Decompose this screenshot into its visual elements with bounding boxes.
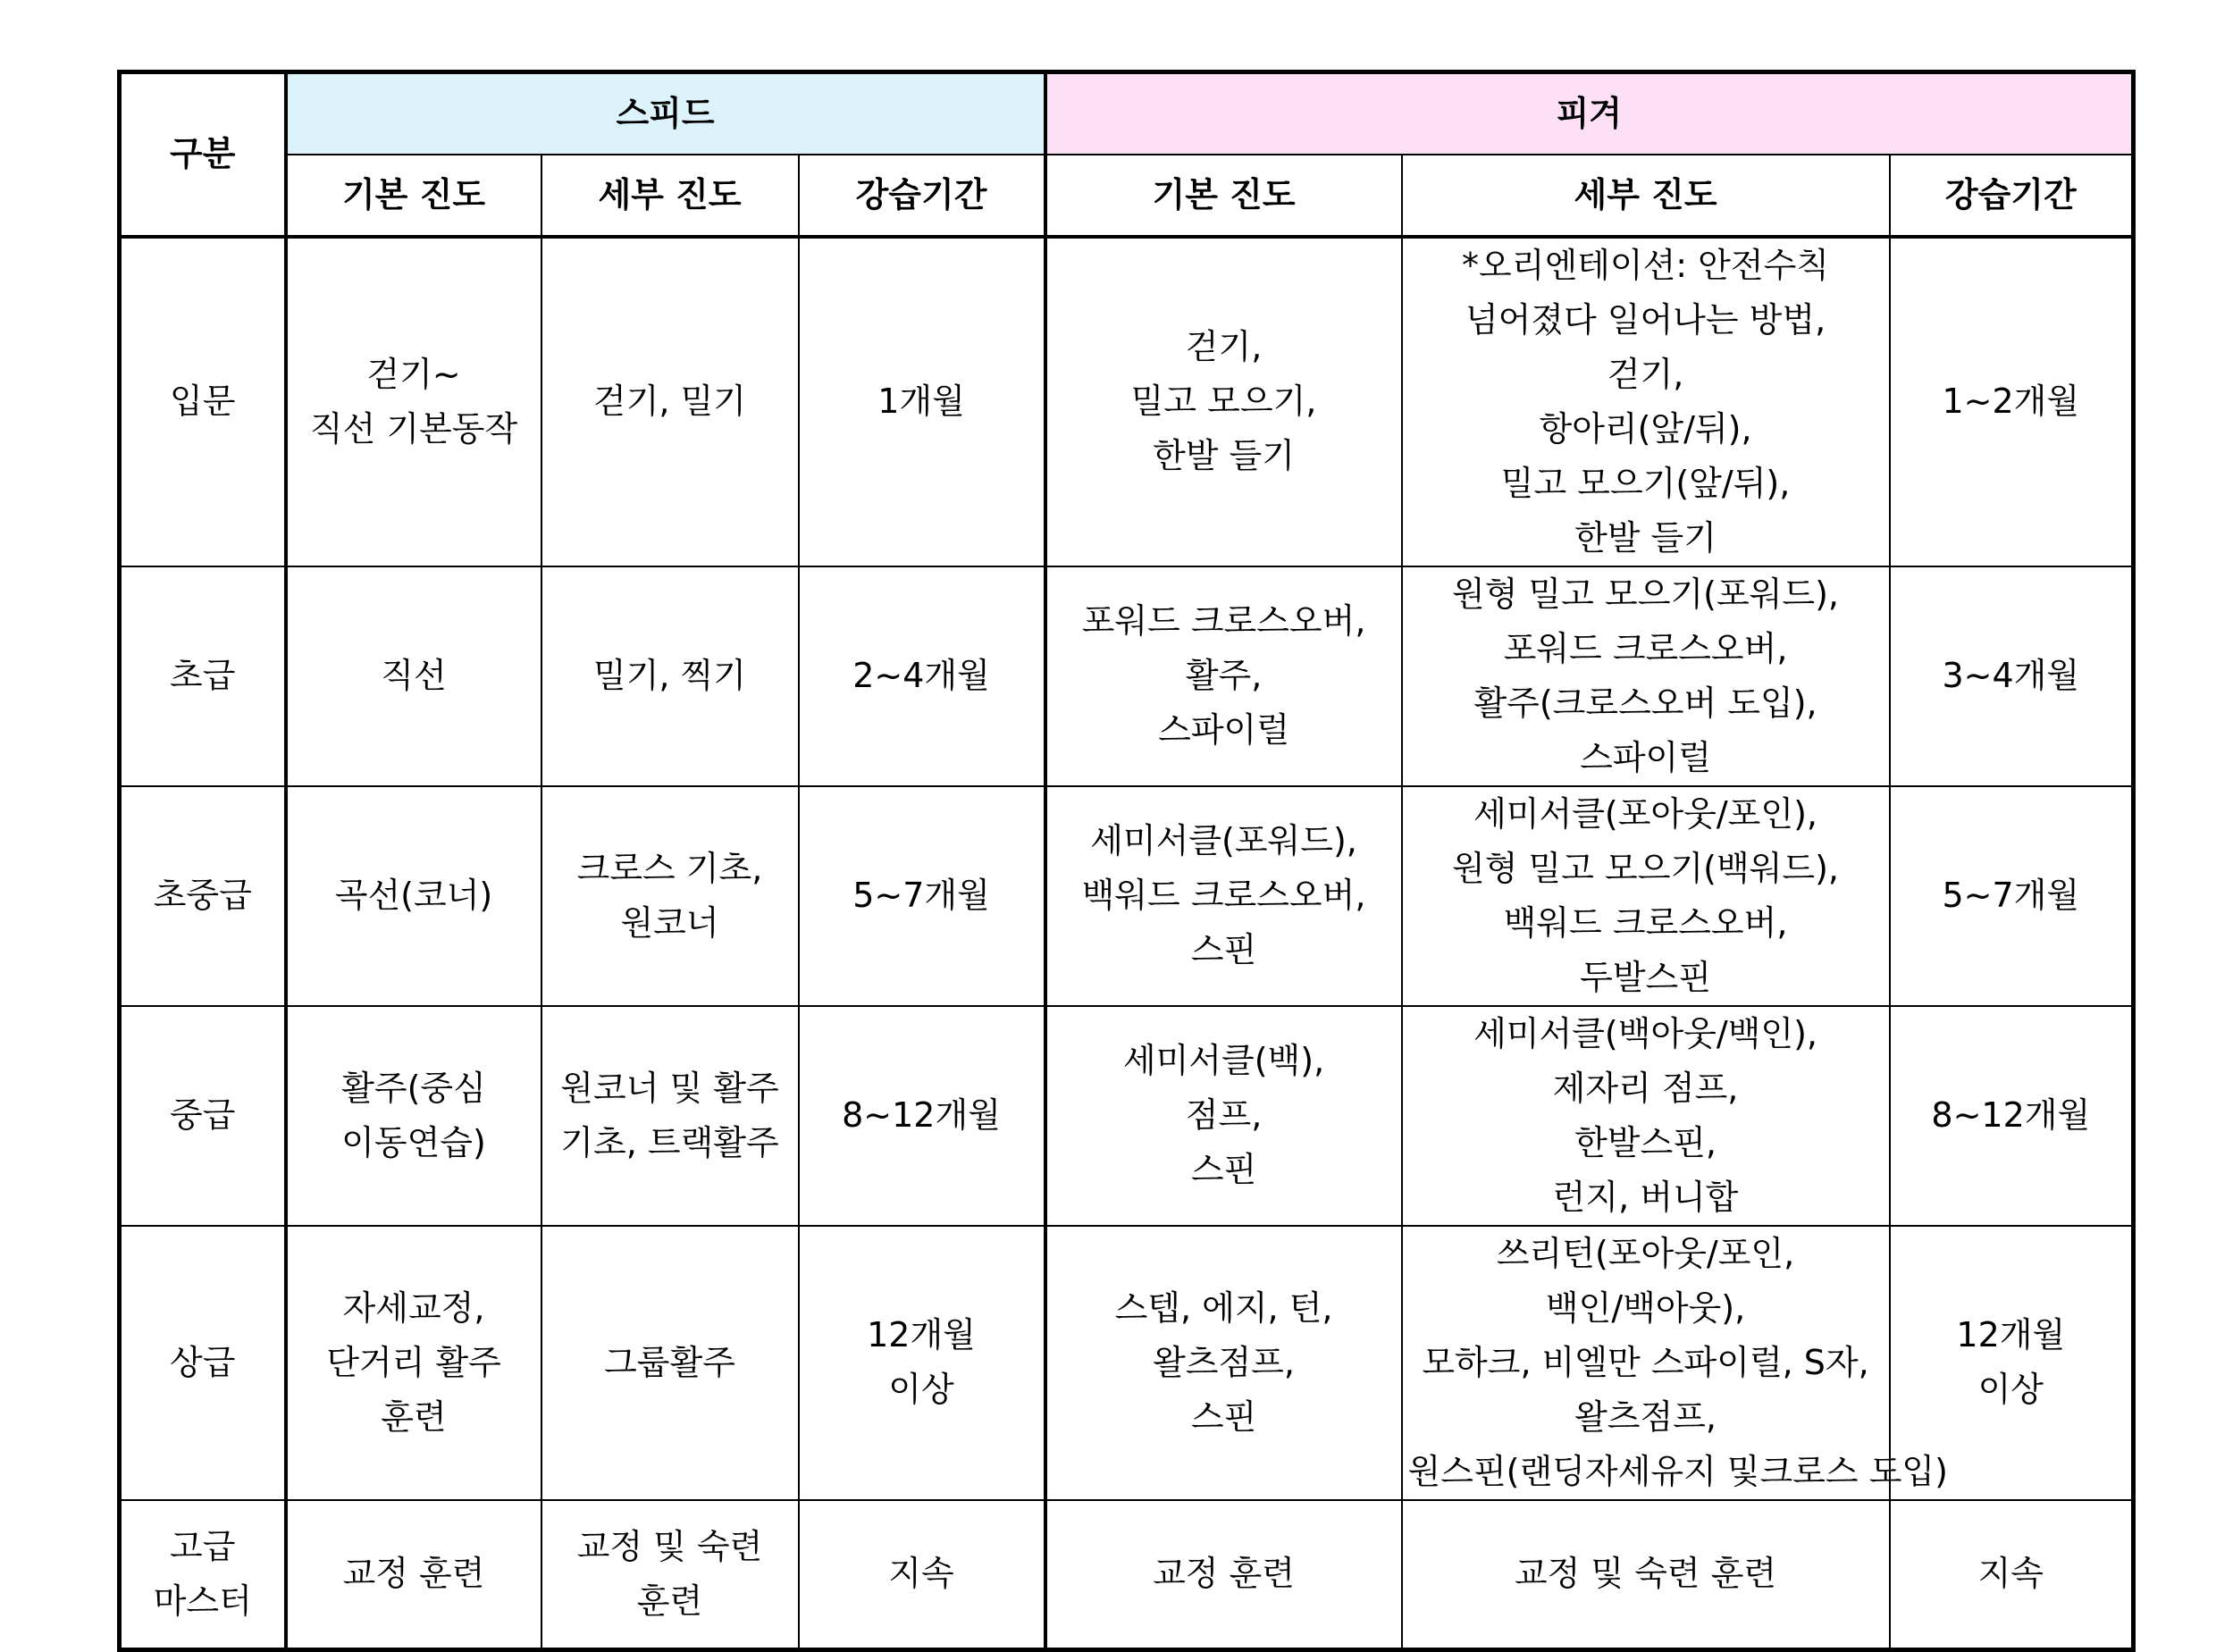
figure-basic-cell (1045, 1226, 1402, 1500)
level-cell (120, 786, 286, 1006)
figure-period-cell (1890, 1006, 2134, 1226)
cell-line: 활주(크로스오버 도입), (1473, 683, 1817, 723)
speed-period-cell (799, 566, 1045, 786)
cell-line: 걷기, 밀기 (593, 382, 746, 421)
category-header: 구분 (120, 72, 286, 237)
cell-line: 스파이럴 (1158, 710, 1289, 750)
cell-line: 이상 (888, 1370, 954, 1409)
cell-line: 훈련 (636, 1581, 703, 1621)
speed-header: 스피드 (286, 72, 1045, 155)
cell-line: 이동연습) (341, 1122, 486, 1162)
cell-line: 이상 (1977, 1370, 2044, 1409)
speed-period-cell (799, 1226, 1045, 1500)
speed-detail-cell (541, 566, 799, 786)
speed-basic-cell (286, 1006, 541, 1226)
speed-detail-cell (541, 786, 799, 1006)
cell-line: 원스핀(랜딩자세유지 및크로스 도입) (1407, 1451, 1948, 1491)
speed-detail-cell (541, 1500, 799, 1650)
speed-basic-cell (286, 237, 541, 566)
speed-basic-cell (286, 566, 541, 786)
cell-line: 원형 밀고 모으기(포워드), (1452, 574, 1840, 614)
cell-line: 두발스핀 (1580, 957, 1711, 997)
cell-line: 교정 훈련 (342, 1554, 485, 1594)
cell-line: 세미서클(포워드), (1090, 821, 1357, 860)
cell-line: 스핀 (1190, 1396, 1257, 1437)
cell-line: 크로스 기초, (576, 848, 763, 888)
speed-col-period: 강습기간 (799, 155, 1045, 237)
cell-line: 백워드 크로스오버, (1081, 876, 1366, 915)
cell-line: 마스터 (153, 1581, 252, 1621)
cell-line: 8~12개월 (1931, 1095, 2091, 1135)
cell-line: 한발 들기 (1153, 436, 1295, 475)
cell-line: 스파이럴 (1580, 737, 1711, 777)
cell-line: 12개월 (867, 1315, 976, 1354)
table-row (120, 786, 2134, 1006)
cell-line: 입문 (170, 382, 236, 421)
figure-col-basic: 기본 진도 (1045, 155, 1402, 237)
cell-line: 중급 (170, 1095, 236, 1135)
figure-detail-cell (1402, 1500, 1890, 1650)
figure-detail-cell (1402, 1226, 1948, 1500)
table-row (120, 237, 2134, 566)
speed-period-cell (799, 237, 1045, 566)
cell-line: 모하크, 비엘만 스파이럴, S자, (1422, 1342, 1869, 1382)
cell-line: 교정 및 숙련 훈련 (1514, 1554, 1777, 1594)
table-body (120, 237, 2134, 1650)
cell-line: 점프, (1185, 1095, 1263, 1135)
level-cell (120, 1500, 286, 1650)
cell-line: 활주, (1185, 656, 1263, 695)
figure-col-detail: 세부 진도 (1402, 155, 1890, 237)
cell-line: 기초, 트랙활주 (560, 1122, 779, 1162)
cell-line: 곡선(코너) (334, 876, 493, 915)
cell-line: 훈련 (381, 1396, 447, 1437)
cell-line: 3~4개월 (1942, 656, 2080, 695)
cell-line: 밀기, 찍기 (593, 656, 746, 695)
table-row (120, 1006, 2134, 1226)
cell-line: 원코너 및 활주 (560, 1068, 779, 1108)
cell-line: 세미서클(포아웃/포인), (1473, 793, 1817, 834)
cell-line: 왈츠점프, (1153, 1342, 1295, 1382)
figure-period-cell (1890, 237, 2134, 566)
speed-basic-cell (286, 1226, 541, 1500)
speed-period-cell (799, 786, 1045, 1006)
cell-line: 스핀 (1190, 930, 1257, 969)
cell-line: 단거리 활주 (326, 1342, 501, 1382)
level-cell (120, 566, 286, 786)
cell-line: 1~2개월 (1942, 382, 2080, 421)
cell-line: 스핀 (1190, 1150, 1257, 1189)
cell-line: 밀고 모으기, (1130, 382, 1317, 421)
cell-line: 원형 밀고 모으기(백워드), (1452, 848, 1840, 888)
cell-line: 걷기, (1607, 354, 1684, 394)
cell-line: 한발 들기 (1574, 517, 1717, 558)
cell-line: 세미서클(백아웃/백인), (1473, 1013, 1817, 1053)
cell-line: 상급 (170, 1342, 236, 1382)
cell-line: 쓰리턴(포아웃/포인, (1496, 1233, 1795, 1273)
cell-line: 왈츠점프, (1574, 1396, 1717, 1437)
cell-line: 8~12개월 (842, 1095, 1001, 1135)
table-row (120, 1226, 2134, 1500)
figure-period-cell (1890, 1500, 2134, 1650)
cell-line: *오리엔테이션: 안전수칙 (1462, 245, 1830, 285)
cell-line: 제자리 점프, (1552, 1068, 1739, 1108)
speed-detail-cell (541, 237, 799, 566)
figure-period-cell (1890, 566, 2134, 786)
speed-detail-cell (541, 1006, 799, 1226)
cell-line: 지속 (1977, 1554, 2044, 1594)
cell-line: 원코너 (620, 902, 719, 943)
cell-line: 한발스핀, (1574, 1122, 1717, 1162)
cell-line: 포워드 크로스오버, (1503, 628, 1788, 668)
cell-line: 항아리(앞/뒤), (1539, 408, 1752, 449)
cell-line: 백워드 크로스오버, (1503, 902, 1788, 943)
cell-line: 1개월 (877, 382, 965, 421)
speed-col-basic: 기본 진도 (286, 155, 541, 237)
cell-line: 5~7개월 (1942, 876, 2080, 915)
figure-period-cell (1890, 786, 2134, 1006)
cell-line: 포워드 크로스오버, (1081, 601, 1366, 641)
cell-line: 교정 훈련 (1153, 1554, 1295, 1594)
cell-line: 2~4개월 (852, 656, 990, 695)
level-cell (120, 237, 286, 566)
figure-col-period: 강습기간 (1890, 155, 2134, 237)
cell-line: 12개월 (1956, 1315, 2066, 1354)
cell-line: 세미서클(백), (1122, 1041, 1325, 1080)
cell-line: 자세교정, (342, 1287, 485, 1328)
figure-basic-cell (1045, 237, 1402, 566)
figure-detail-cell (1402, 786, 1890, 1006)
cell-line: 초급 (170, 656, 236, 695)
speed-detail-cell (541, 1226, 799, 1500)
level-cell (120, 1226, 286, 1500)
cell-line: 걷기~ (366, 354, 461, 394)
figure-basic-cell (1045, 786, 1402, 1006)
cell-line: 걷기, (1185, 327, 1263, 366)
level-cell (120, 1006, 286, 1226)
figure-detail-cell (1402, 237, 1890, 566)
cell-line: 활주(중심 (341, 1068, 486, 1108)
table-row (120, 1500, 2134, 1650)
cell-line: 지속 (888, 1554, 954, 1594)
cell-line: 백인/백아웃), (1545, 1287, 1746, 1328)
speed-basic-cell (286, 1500, 541, 1650)
speed-period-cell (799, 1500, 1045, 1650)
cell-line: 교정 및 숙련 (576, 1526, 763, 1566)
figure-detail-cell (1402, 566, 1890, 786)
figure-basic-cell (1045, 566, 1402, 786)
figure-detail-cell (1402, 1006, 1890, 1226)
cell-line: 넘어졌다 일어나는 방법, (1465, 299, 1826, 340)
cell-line: 5~7개월 (852, 876, 990, 915)
cell-line: 고급 (170, 1526, 236, 1566)
figure-basic-cell (1045, 1500, 1402, 1650)
cell-line: 직선 기본동작 (309, 408, 518, 449)
cell-line: 직선 (381, 656, 447, 695)
speed-col-detail: 세부 진도 (541, 155, 799, 237)
cell-line: 런지, 버니합 (1552, 1177, 1739, 1217)
cell-line: 초중급 (153, 876, 252, 915)
curriculum-table (117, 70, 2136, 1652)
table-row (120, 566, 2134, 786)
speed-basic-cell (286, 786, 541, 1006)
figure-basic-cell (1045, 1006, 1402, 1226)
cell-line: 밀고 모으기(앞/뒤), (1500, 463, 1791, 503)
cell-line: 그룹활주 (604, 1342, 735, 1382)
figure-header: 피겨 (1045, 72, 2134, 155)
speed-period-cell (799, 1006, 1045, 1226)
cell-line: 스텝, 에지, 턴, (1114, 1287, 1333, 1328)
